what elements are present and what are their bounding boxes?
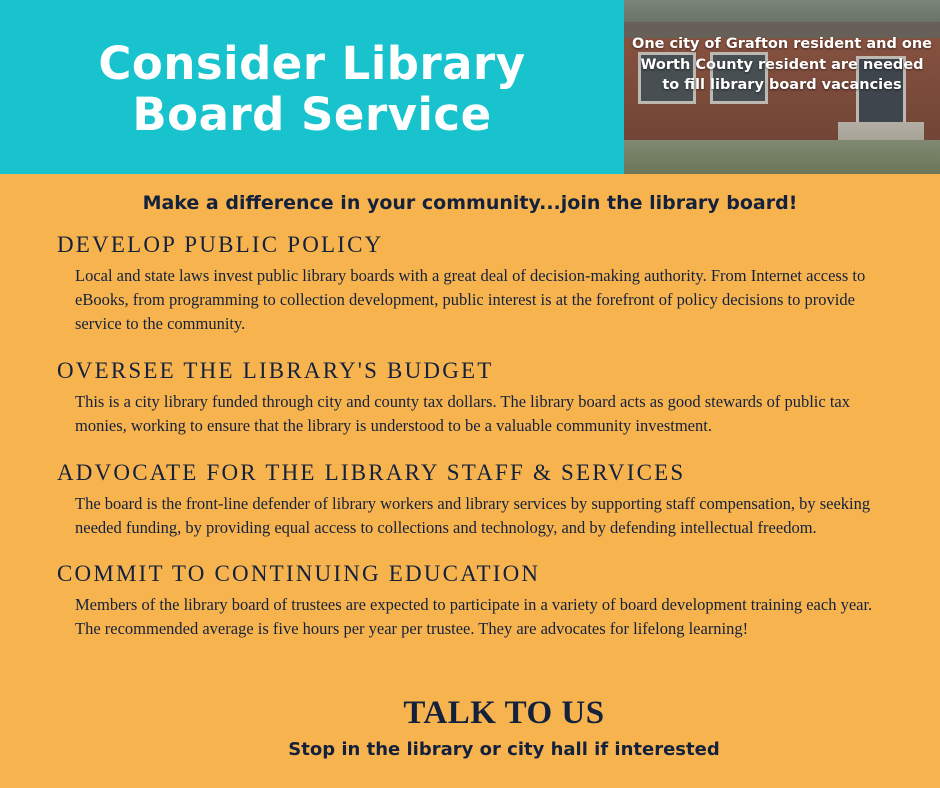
poster-title-line-1: Consider Library bbox=[98, 36, 526, 90]
section-heading: ADVOCATE FOR THE LIBRARY STAFF & SERVICES bbox=[57, 459, 686, 485]
section-body: Local and state laws invest public library boards with a great deal of decision-making authority. From Internet access to eBooks, from programming to collection development, public interest is at the forefront of policy decisions to provide service to the community. bbox=[75, 266, 866, 333]
section-heading: OVERSEE THE LIBRARY'S BUDGET bbox=[57, 357, 494, 383]
bottom-strip bbox=[0, 784, 940, 788]
poster-tagline: Make a difference in your community...join the library board! bbox=[142, 192, 798, 214]
poster-title-line-2: Board Service bbox=[132, 88, 492, 141]
header-title-block bbox=[0, 0, 624, 174]
photo-caption: One city of Grafton resident and one Worth County resident are needed to fill library board vacancies bbox=[632, 36, 933, 94]
section-develop-public-policy bbox=[57, 232, 887, 336]
poster-footer bbox=[0, 695, 940, 760]
section-body: This is a city library funded through city and county tax dollars. The library board acts as good stewards of public tax monies, working to ensure that the library is understood to be a valuable community investment. bbox=[75, 391, 851, 435]
sections-list bbox=[57, 232, 887, 641]
section-body: The board is the front-line defender of library workers and library services by supporting staff compensation, by seeking needed funding, by providing equal access to collections and technology, and by defending intellectual freedom. bbox=[75, 493, 871, 537]
footer-inner bbox=[288, 695, 719, 760]
poster-header bbox=[0, 0, 940, 174]
section-heading: DEVELOP PUBLIC POLICY bbox=[57, 232, 384, 257]
footer-title: TALK TO US bbox=[403, 695, 605, 731]
section-advocate-for-the-library-staff-and-services bbox=[57, 460, 887, 540]
footer-subtitle: Stop in the library or city hall if interested bbox=[288, 739, 720, 761]
section-heading: COMMIT TO CONTINUING EDUCATION bbox=[57, 561, 541, 587]
section-oversee-the-librarys-budget bbox=[57, 358, 887, 438]
section-commit-to-continuing-education bbox=[57, 561, 887, 641]
library-building-photo bbox=[624, 0, 940, 174]
section-body: Members of the library board of trustees are expected to participate in a variety of board development training each year. The recommended average is five hours per year per trustee. They are advocates for lifelong learning! bbox=[75, 595, 873, 639]
